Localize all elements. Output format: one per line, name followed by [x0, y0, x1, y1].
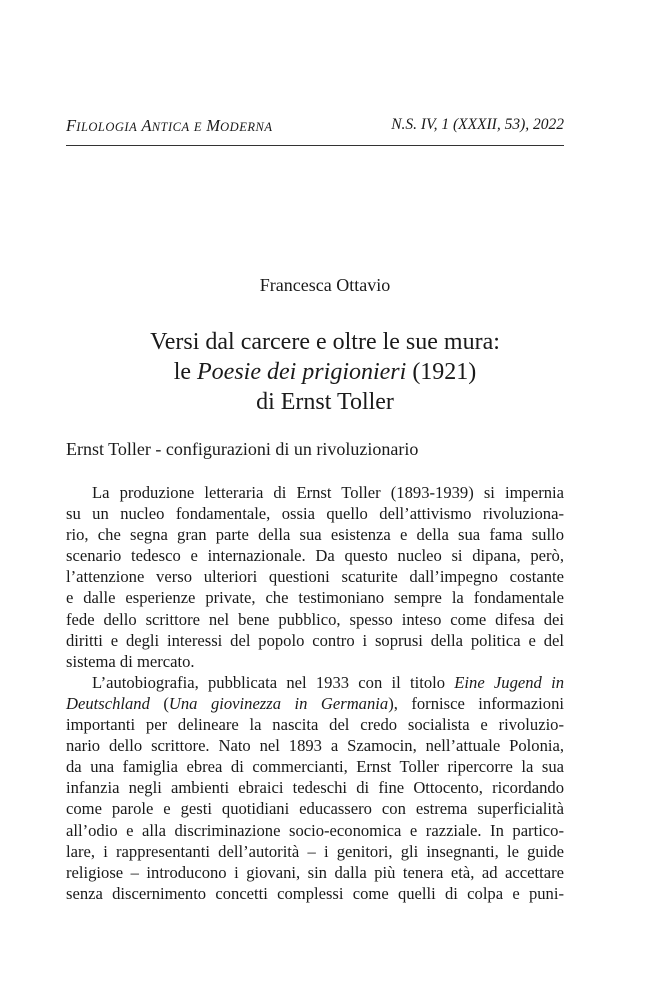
title-line-1: Versi dal carcere e oltre le sue mura:: [150, 329, 500, 355]
text-line: scenario tedesco e internazionale. Da questo nucleo si dipana, però,: [66, 546, 564, 566]
article-title: [0, 327, 650, 417]
title-line-2: le Poesie dei prigionieri (1921): [173, 359, 477, 385]
header-rule: [66, 145, 564, 146]
text-line: all’odio e alla discriminazione socio-economica e razziale. In partico-: [66, 820, 564, 840]
text-line: su un nucleo fondamentale, ossia quello dell’attivismo rivoluziona-: [66, 504, 564, 524]
text-line: l’attenzione verso ulteriori questioni scaturite dall’impegno costante: [66, 567, 564, 587]
title-line-3: di Ernst Toller: [256, 389, 394, 415]
text-line: importanti per delineare la nascita del credo socialista e rivoluzio-: [66, 715, 564, 735]
body-text: [66, 482, 564, 904]
text-line: nario dello scrittore. Nato nel 1893 a Szamocin, nell’attuale Polonia,: [66, 736, 564, 756]
issue-info: N.S. IV, 1 (XXXII, 53), 2022: [391, 116, 564, 133]
text-line: infanzia negli ambienti ebraici tedeschi di fine Ottocento, ricordando: [66, 778, 564, 798]
author-name: Francesca Ottavio: [259, 275, 391, 295]
section-heading: Ernst Toller - configurazioni di un rivoluzionario: [66, 439, 419, 459]
text-line: L’autobiografia, pubblicata nel 1933 con il titolo Eine Jugend in: [92, 672, 565, 692]
text-line: diritti e degli interessi del popolo contro i soprusi della politica e del: [66, 630, 564, 650]
text-line: lare, i rappresentanti dell’autorità – i genitori, gli insegnanti, le guide: [66, 841, 564, 861]
text-line: La produzione letteraria di Ernst Toller (1893-1939) si impernia: [92, 483, 564, 502]
text-line: rio, che segna gran parte della sua esistenza e della sua fama sullo: [66, 525, 564, 545]
running-head: [66, 116, 564, 140]
text-line: sistema di mercato.: [66, 651, 195, 671]
text-line: fede dello scrittore nel bene pubblico, spesso inteso come difesa dei: [66, 609, 564, 629]
text-line: religiose – introducono i giovani, sin dalla più tenera età, ad accettare: [66, 862, 564, 882]
text-line: da una famiglia ebrea di commercianti, Ernst Toller ripercorre la sua: [66, 757, 564, 777]
text-line: come parole e gesti quotidiani educassero con estrema superficialità: [66, 799, 564, 819]
text-line: e dalle esperienze private, che testimoniano sempre la fondamentale: [66, 588, 564, 608]
journal-name: FILOLOGIA ANTICA E MODERNA: [66, 116, 273, 135]
text-line: Deutschland (Una giovinezza in Germania), fornisce informazioni: [66, 693, 564, 713]
text-line: senza discernimento concetti complessi come quelli di colpa e puni-: [66, 883, 564, 903]
